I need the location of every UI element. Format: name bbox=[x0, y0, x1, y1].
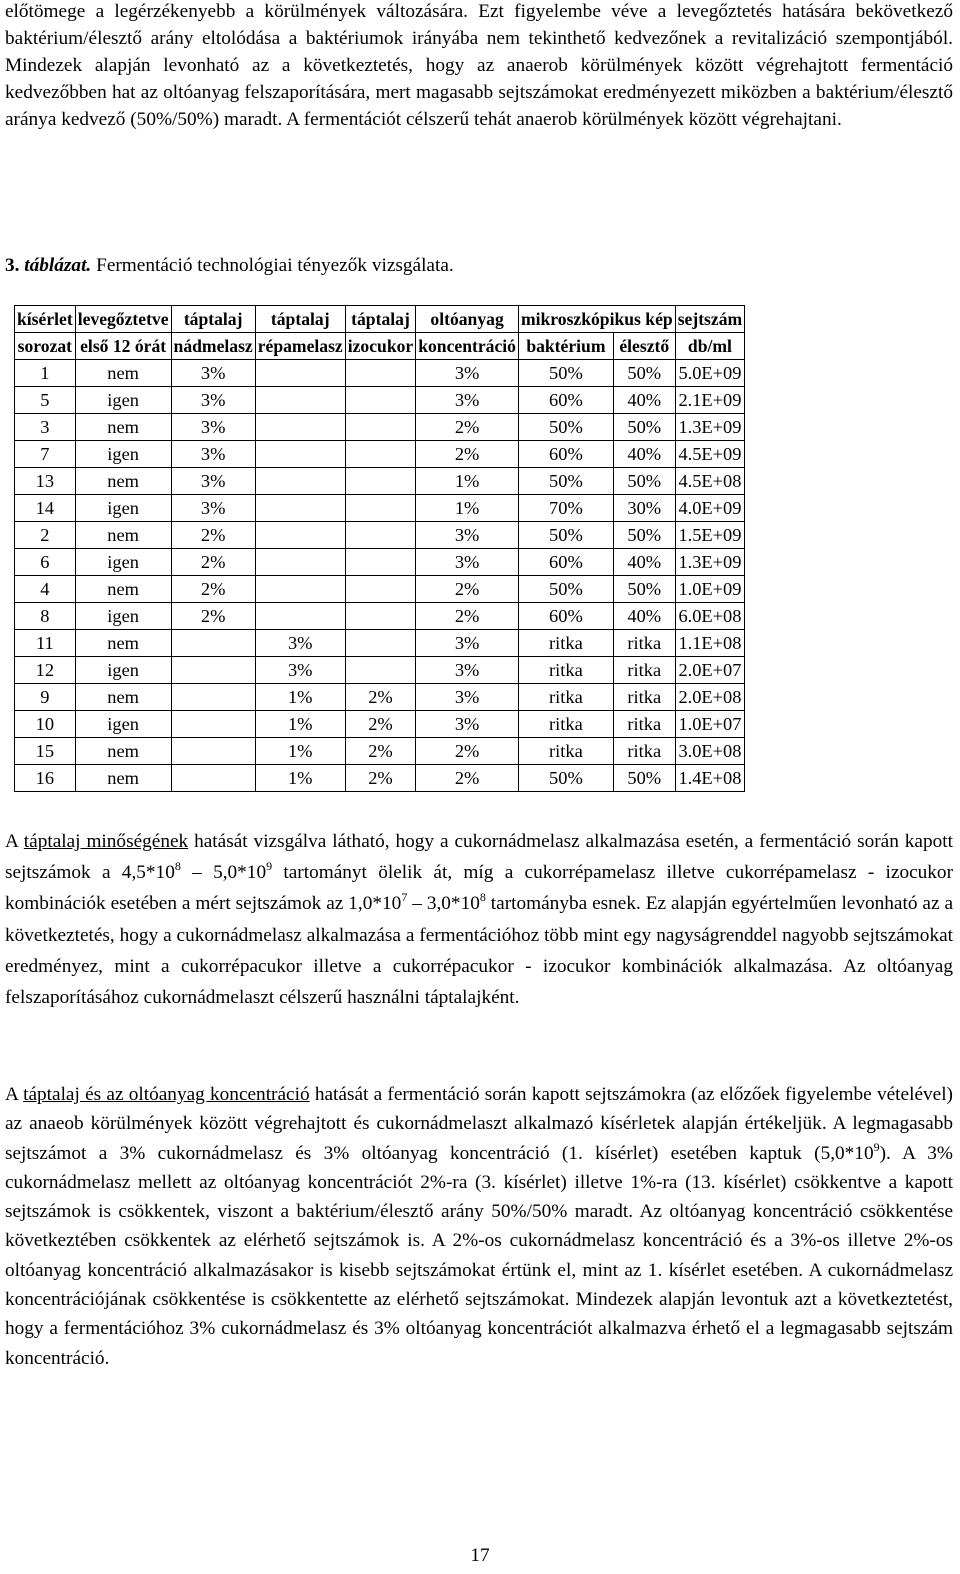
table-row bbox=[15, 765, 745, 792]
table-row bbox=[15, 495, 745, 522]
table-cell: 14 bbox=[15, 495, 76, 522]
table-cell: nem bbox=[75, 738, 171, 765]
underlined-phrase: táptalaj minőségének bbox=[23, 831, 189, 852]
table-cell: ritka bbox=[613, 657, 675, 684]
paragraph-medium-quality: A táptalaj minőségének hatását vizsgálva látható, hogy a cukornádmelasz alkalmazása esetén, a fermentáció során kapott sejtszámok a $4,5*10^8 - 5,0*10^9$ tartományt ölelik át, míg a cukorrépamelasz illetve cukorrépamelasz - izocukor kombinációk esetében a mért sejtszámok az $1,0*10^7 - 3,0*10^8$ tartományba esnek. Ez alapján egyértelműen levonható az a következtetés, hogy a cukornádmelasz alkalmazása a fermentációhoz több mint egy nagyságrenddel nagyobb sejtszámokat eredményez, mint a cukorrépacukor illetve a cukorrépacukor - izocukor kombinációk alkalmazása. Az oltóanyag felszaporításához cukornádmelaszt célszerű használni táptalajként. bbox=[5, 831, 954, 1009]
table-cell: 2% bbox=[171, 603, 255, 630]
table-cell: 2% bbox=[345, 684, 415, 711]
table-cell: 3% bbox=[416, 360, 519, 387]
table-cell: 12 bbox=[15, 657, 76, 684]
table-cell: 50% bbox=[518, 360, 613, 387]
table-cell: igen bbox=[75, 495, 171, 522]
header-cell: táptalaj bbox=[345, 306, 415, 333]
caption-label: táblázat. bbox=[24, 255, 92, 276]
table-cell: 15 bbox=[15, 738, 76, 765]
table-cell: ritka bbox=[613, 738, 675, 765]
table-cell bbox=[255, 522, 345, 549]
table-cell: 1.5E+09 bbox=[675, 522, 744, 549]
table-cell: ritka bbox=[613, 711, 675, 738]
table-cell bbox=[255, 603, 345, 630]
table-cell: 5 bbox=[15, 387, 76, 414]
table-row bbox=[15, 549, 745, 576]
table-cell: 4.5E+09 bbox=[675, 441, 744, 468]
table-cell: 6.0E+08 bbox=[675, 603, 744, 630]
table-cell bbox=[255, 414, 345, 441]
header-cell: baktérium bbox=[518, 333, 613, 360]
table-cell: 1.0E+09 bbox=[675, 576, 744, 603]
table-cell bbox=[345, 468, 415, 495]
table-cell bbox=[345, 603, 415, 630]
table-header bbox=[15, 306, 745, 360]
table-row bbox=[15, 387, 745, 414]
table-cell: 3% bbox=[416, 711, 519, 738]
table-cell: 16 bbox=[15, 765, 76, 792]
header-cell: kísérlet bbox=[15, 306, 76, 333]
table-cell: 3% bbox=[416, 387, 519, 414]
table-cell: igen bbox=[75, 387, 171, 414]
header-row-1 bbox=[15, 306, 745, 333]
table-cell: 8 bbox=[15, 603, 76, 630]
fermentation-table bbox=[14, 305, 745, 792]
table-row bbox=[15, 441, 745, 468]
underlined-phrase: táptalaj és az oltóanyag koncentráció bbox=[23, 1084, 310, 1105]
table-cell: nem bbox=[75, 684, 171, 711]
table-cell bbox=[345, 549, 415, 576]
header-cell: oltóanyag bbox=[416, 306, 519, 333]
table-cell: 4.0E+09 bbox=[675, 495, 744, 522]
table-cell: ritka bbox=[518, 657, 613, 684]
table-cell: 1.0E+07 bbox=[675, 711, 744, 738]
table-cell: 2% bbox=[345, 711, 415, 738]
table-cell: 3% bbox=[171, 360, 255, 387]
table-cell: nem bbox=[75, 630, 171, 657]
table-cell bbox=[345, 441, 415, 468]
table-row bbox=[15, 711, 745, 738]
table-cell: igen bbox=[75, 603, 171, 630]
table-cell: 3% bbox=[416, 684, 519, 711]
table-cell bbox=[345, 495, 415, 522]
table-cell: 1.1E+08 bbox=[675, 630, 744, 657]
table-cell: 60% bbox=[518, 387, 613, 414]
table-cell: ritka bbox=[518, 630, 613, 657]
table-cell: 50% bbox=[518, 765, 613, 792]
table-cell: 2% bbox=[171, 549, 255, 576]
table-cell: 11 bbox=[15, 630, 76, 657]
header-cell: táptalaj bbox=[255, 306, 345, 333]
table-cell: igen bbox=[75, 711, 171, 738]
table-row bbox=[15, 684, 745, 711]
table-row bbox=[15, 738, 745, 765]
table-cell: 60% bbox=[518, 549, 613, 576]
table-cell: 3% bbox=[416, 522, 519, 549]
table-cell bbox=[255, 441, 345, 468]
header-cell: répamelasz bbox=[255, 333, 345, 360]
page-number: 17 bbox=[470, 1545, 490, 1566]
table-cell: igen bbox=[75, 657, 171, 684]
header-cell: izocukor bbox=[345, 333, 415, 360]
table-cell: 3% bbox=[171, 441, 255, 468]
table-cell: nem bbox=[75, 522, 171, 549]
table-cell: 1% bbox=[255, 738, 345, 765]
table-cell: 1.4E+08 bbox=[675, 765, 744, 792]
table-cell: ritka bbox=[518, 738, 613, 765]
table-cell: 2% bbox=[416, 765, 519, 792]
table-cell bbox=[345, 630, 415, 657]
caption-number: 3. bbox=[5, 255, 20, 276]
table-cell: 50% bbox=[613, 360, 675, 387]
table-cell bbox=[255, 360, 345, 387]
table-cell bbox=[345, 657, 415, 684]
header-row-2 bbox=[15, 333, 745, 360]
table-cell bbox=[345, 360, 415, 387]
table-cell: 6 bbox=[15, 549, 76, 576]
table-cell: ritka bbox=[518, 711, 613, 738]
header-cell: db/ml bbox=[675, 333, 744, 360]
table-cell: 2% bbox=[171, 522, 255, 549]
table-cell: 3% bbox=[171, 495, 255, 522]
table-cell: 40% bbox=[613, 603, 675, 630]
table-cell: 2% bbox=[416, 576, 519, 603]
table-cell bbox=[171, 711, 255, 738]
table-cell: 50% bbox=[613, 765, 675, 792]
table-row bbox=[15, 576, 745, 603]
table-cell: 3 bbox=[15, 414, 76, 441]
table-cell: 50% bbox=[518, 576, 613, 603]
table-cell: 40% bbox=[613, 441, 675, 468]
table-cell: nem bbox=[75, 468, 171, 495]
table-cell: 3% bbox=[171, 414, 255, 441]
table-cell: 50% bbox=[613, 522, 675, 549]
table-cell: 2.0E+07 bbox=[675, 657, 744, 684]
table-cell: 50% bbox=[518, 522, 613, 549]
table-cell: 40% bbox=[613, 549, 675, 576]
table-row bbox=[15, 522, 745, 549]
table-cell: 3.0E+08 bbox=[675, 738, 744, 765]
header-cell: sejtszám bbox=[675, 306, 744, 333]
table-cell bbox=[255, 468, 345, 495]
table-cell: 1% bbox=[255, 765, 345, 792]
table-cell: 2 bbox=[15, 522, 76, 549]
header-cell: koncentráció bbox=[416, 333, 519, 360]
table-cell: igen bbox=[75, 549, 171, 576]
table-cell bbox=[171, 684, 255, 711]
table-cell: 50% bbox=[613, 414, 675, 441]
table-row bbox=[15, 414, 745, 441]
header-cell: élesztő bbox=[613, 333, 675, 360]
table-row bbox=[15, 603, 745, 630]
table-cell: ritka bbox=[613, 630, 675, 657]
table-cell bbox=[345, 576, 415, 603]
table-cell: 2% bbox=[345, 765, 415, 792]
table-cell: 2% bbox=[416, 441, 519, 468]
table-cell: 3% bbox=[416, 630, 519, 657]
table-cell bbox=[255, 387, 345, 414]
table-cell: 9 bbox=[15, 684, 76, 711]
table-row bbox=[15, 657, 745, 684]
table-cell: 13 bbox=[15, 468, 76, 495]
table-cell: nem bbox=[75, 414, 171, 441]
table-row bbox=[15, 630, 745, 657]
header-cell: mikroszkópikus kép bbox=[518, 306, 675, 333]
header-cell: levegőztetve bbox=[75, 306, 171, 333]
table-caption bbox=[5, 254, 454, 278]
table-cell: 2.0E+08 bbox=[675, 684, 744, 711]
table-cell: 1 bbox=[15, 360, 76, 387]
table-cell: 4 bbox=[15, 576, 76, 603]
table-cell: 3% bbox=[255, 657, 345, 684]
table-cell bbox=[255, 495, 345, 522]
table-cell: 2% bbox=[345, 738, 415, 765]
table-cell: 3% bbox=[255, 630, 345, 657]
table-cell: 1% bbox=[416, 468, 519, 495]
table-cell: igen bbox=[75, 441, 171, 468]
table-cell: 60% bbox=[518, 441, 613, 468]
table-cell: 1.3E+09 bbox=[675, 414, 744, 441]
table-cell bbox=[171, 630, 255, 657]
header-cell: sorozat bbox=[15, 333, 76, 360]
table-cell: 60% bbox=[518, 603, 613, 630]
table-cell: 2% bbox=[416, 603, 519, 630]
table-body bbox=[15, 360, 745, 792]
table-cell: 2% bbox=[416, 738, 519, 765]
table-cell: 2.1E+09 bbox=[675, 387, 744, 414]
table-cell: 50% bbox=[518, 414, 613, 441]
table-cell: nem bbox=[75, 765, 171, 792]
table-cell: 1% bbox=[255, 711, 345, 738]
table-cell: 50% bbox=[613, 468, 675, 495]
table-cell: ritka bbox=[518, 684, 613, 711]
table-cell: 70% bbox=[518, 495, 613, 522]
table-cell bbox=[255, 576, 345, 603]
header-cell: első 12 órát bbox=[75, 333, 171, 360]
table-cell: 2% bbox=[416, 414, 519, 441]
table-cell: 3% bbox=[171, 387, 255, 414]
table-row bbox=[15, 360, 745, 387]
paragraph-concentration: A táptalaj és az oltóanyag koncentráció hatását a fermentáció során kapott sejtszámokra (az előzőek figyelembe vételével) az anaeob körülmények között végrehajtott és cukornádmelaszt alkalmazó kísérletek alapján értékeljük. A legmagasabb sejtszámot a 3% cukornádmelasz és 3% oltóanyag koncentráció (1. kísérlet) esetében kaptuk $(5,0*10^9)$. A 3% cukornádmelasz mellett az oltóanyag koncentrációt 2%-ra (3. kísérlet) illetve 1%-ra (13. kísérlet) csökkentve a kapott sejtszámok is csökkentek, viszont a baktérium/élesztő arány 50%/50% maradt. Az oltóanyag koncentráció csökkentése következtében csökkentek az elérhető sejtszámok is. A 2%-os cukornádmelasz koncentráció és a 3%-os illetve 2%-os oltóanyag koncentráció alkalmazásakor is kisebb sejtszámokat értünk el, mint az 1. kísérlet esetében. A cukornádmelasz koncentrációjának csökkentése is csökkentette az elérhető sejtszámokat. Mindezek alapján levontuk azt a következtetést, hogy a fermentációhoz 3% cukornádmelasz és 3% oltóanyag koncentrációt alkalmazva érhető el a legmagasabb sejtszám koncentráció. bbox=[5, 1084, 953, 1369]
table-row bbox=[15, 468, 745, 495]
caption-title: Fermentáció technológiai tényezők vizsgálata. bbox=[96, 255, 454, 276]
table-cell bbox=[255, 549, 345, 576]
table-cell: 50% bbox=[613, 576, 675, 603]
table-cell: ritka bbox=[613, 684, 675, 711]
table-cell: 10 bbox=[15, 711, 76, 738]
table-cell: 5.0E+09 bbox=[675, 360, 744, 387]
table-cell: 40% bbox=[613, 387, 675, 414]
table-cell: 1.3E+09 bbox=[675, 549, 744, 576]
table-cell bbox=[171, 738, 255, 765]
table-cell: 1% bbox=[416, 495, 519, 522]
table-cell: 3% bbox=[416, 657, 519, 684]
table-cell: 3% bbox=[416, 549, 519, 576]
header-cell: nádmelasz bbox=[171, 333, 255, 360]
table-cell: 30% bbox=[613, 495, 675, 522]
table-cell: nem bbox=[75, 360, 171, 387]
table-cell: 4.5E+08 bbox=[675, 468, 744, 495]
table-cell bbox=[345, 387, 415, 414]
table-cell: nem bbox=[75, 576, 171, 603]
table-cell bbox=[171, 765, 255, 792]
table-cell: 7 bbox=[15, 441, 76, 468]
table-cell: 2% bbox=[171, 576, 255, 603]
table-cell bbox=[345, 414, 415, 441]
table-cell: 3% bbox=[171, 468, 255, 495]
table-cell: 1% bbox=[255, 684, 345, 711]
table-cell bbox=[171, 657, 255, 684]
intro-paragraph: előtömege a legérzékenyebb a körülmények változására. Ezt figyelembe véve a levegőztetés hatására bekövetkező baktérium/élesztő arány eltolódása a baktériumok irányába nem tekinthető kedvezőnek a revitalizáció szempontjából. Mindezek alapján levonható az a következtetés, hogy az anaerob körülmények között végrehajtott fermentáció kedvezőbben hat az oltóanyag felszaporítására, mert magasabb sejtszámokat eredményezett miközben a baktérium/élesztő aránya kedvező (50%/50%) maradt. A fermentációt célszerű tehát anaerob körülmények között végrehajtani. bbox=[5, 1, 953, 130]
header-cell: táptalaj bbox=[171, 306, 255, 333]
table-cell: 50% bbox=[518, 468, 613, 495]
table-cell bbox=[345, 522, 415, 549]
